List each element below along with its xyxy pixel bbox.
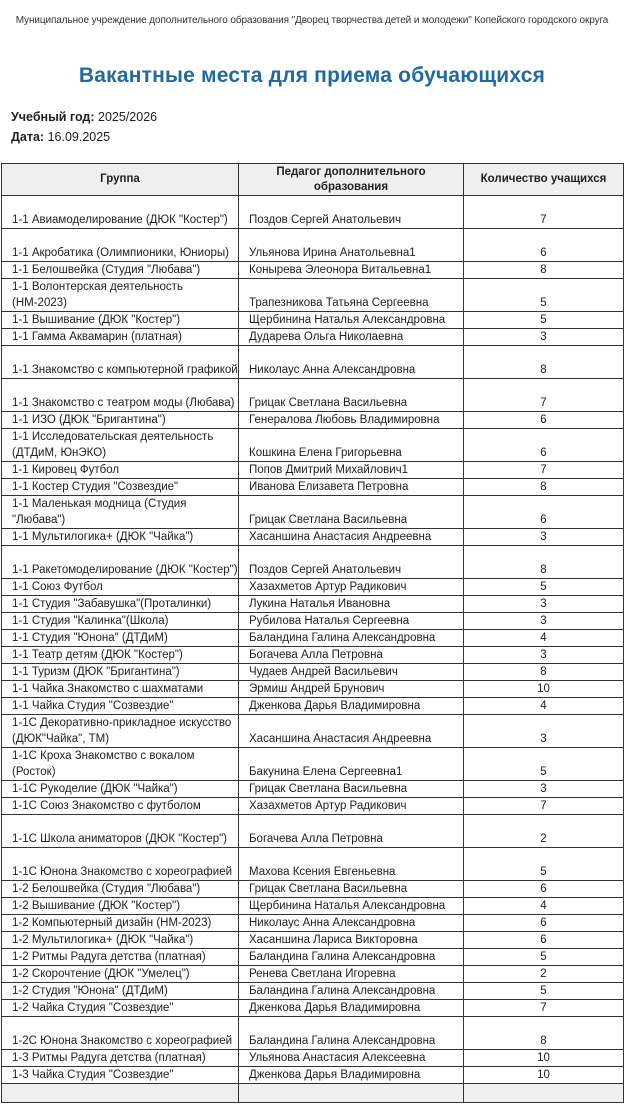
count-cell: 7: [464, 379, 624, 412]
table-row: [2, 596, 624, 613]
teacher-cell: Рубилова Наталья Сергеевна: [239, 613, 464, 630]
count-cell: 5: [464, 579, 624, 596]
count-cell: 5: [464, 312, 624, 329]
table-row: [2, 966, 624, 983]
teacher-cell: Баландина Галина Александровна: [239, 949, 464, 966]
group-cell: 1-1 Знакомство с театром моды (Любава): [2, 379, 239, 412]
count-cell: 5: [464, 279, 624, 312]
count-cell: 6: [464, 412, 624, 429]
group-cell: 1-1 Чайка Знакомство с шахматами: [2, 681, 239, 698]
table-row: [2, 329, 624, 346]
group-cell: 1-1 Чайка Студия "Созвездие": [2, 698, 239, 715]
table-row: [2, 630, 624, 647]
teacher-cell: Богачева Алла Петровна: [239, 815, 464, 848]
report-date-label: Дата:: [11, 130, 45, 144]
teacher-cell: Дженкова Дарья Владимировна: [239, 698, 464, 715]
table-row: [2, 529, 624, 546]
group-cell: 1-1 Авиамоделирование (ДЮК "Костер"): [2, 196, 239, 229]
group-cell: 1-1 Союз Футбол: [2, 579, 239, 596]
teacher-cell: Хасаншина Анастасия Андреевна: [239, 715, 464, 748]
count-cell: 3: [464, 715, 624, 748]
teacher-cell: Баландина Галина Александровна: [239, 630, 464, 647]
page-title: Вакантные места для приема обучающихся: [78, 64, 546, 87]
empty-cell: [2, 1084, 239, 1103]
table-row: [2, 748, 624, 781]
table-row: [2, 613, 624, 630]
teacher-cell: Ульянова Анастасия Алексеевна: [239, 1050, 464, 1067]
group-cell: 1-2 Ритмы Радуга детства (платная): [2, 949, 239, 966]
count-cell: 5: [464, 848, 624, 881]
organization-name: Муниципальное учреждение дополнительного образования "Дворец творчества детей и молодежи" Копейского городского округа: [15, 15, 609, 26]
teacher-cell: Трапезникова Татьяна Сергеевна: [239, 279, 464, 312]
column-header-count: Количество учащихся: [464, 164, 624, 196]
group-cell: 1-1 Белошвейка (Студия "Любава"): [2, 262, 239, 279]
table-header-row: [2, 164, 624, 196]
group-cell: 1-1 Театр детям (ДЮК "Костер"): [2, 647, 239, 664]
teacher-cell: Хазахметов Артур Радикович: [239, 798, 464, 815]
count-cell: 6: [464, 932, 624, 949]
teacher-cell: Ульянова Ирина Анатольевна1: [239, 229, 464, 262]
table-row: [2, 848, 624, 881]
teacher-cell: Генералова Любовь Владимировна: [239, 412, 464, 429]
teacher-cell: Кошкина Елена Григорьевна: [239, 429, 464, 462]
teacher-cell: Поздов Сергей Анатольевич: [239, 196, 464, 229]
group-cell: 1-2 Мультилогика+ (ДЮК "Чайка"): [2, 932, 239, 949]
table-row: [2, 579, 624, 596]
count-cell: 10: [464, 681, 624, 698]
group-cell: 1-2 Студия "Юнона" (ДТДиМ): [2, 983, 239, 1000]
table-row: [2, 412, 624, 429]
table-row: [2, 1000, 624, 1017]
group-cell: 1-1 Вышивание (ДЮК "Костер"): [2, 312, 239, 329]
teacher-cell: Бакунина Елена Сергеевна1: [239, 748, 464, 781]
count-cell: 3: [464, 781, 624, 798]
table-row: [2, 798, 624, 815]
count-cell: 8: [464, 546, 624, 579]
table-row: [2, 346, 624, 379]
count-cell: 8: [464, 262, 624, 279]
teacher-cell: Богачева Алла Петровна: [239, 647, 464, 664]
count-cell: 8: [464, 1017, 624, 1050]
group-cell: 1-1 Знакомство с компьютерной графикой: [2, 346, 239, 379]
group-cell: 1-1 Студия "Забавушка"(Проталинки): [2, 596, 239, 613]
teacher-cell: Хасаншина Анастасия Андреевна: [239, 529, 464, 546]
count-cell: 7: [464, 196, 624, 229]
group-cell: 1-1 Волонтерская деятельность (НМ-2023): [2, 279, 239, 312]
group-cell: 1-1 Гамма Аквамарин (платная): [2, 329, 239, 346]
group-cell: 1-2 Чайка Студия "Созвездие": [2, 1000, 239, 1017]
count-cell: 5: [464, 949, 624, 966]
table-row: [2, 546, 624, 579]
teacher-cell: Иванова Елизавета Петровна: [239, 479, 464, 496]
teacher-cell: Хасаншина Лариса Викторовна: [239, 932, 464, 949]
group-cell: 1-1 Студия "Юнона" (ДТДиМ): [2, 630, 239, 647]
teacher-cell: Щербинина Наталья Александровна: [239, 898, 464, 915]
empty-cell: [464, 1084, 624, 1103]
count-cell: 8: [464, 664, 624, 681]
group-cell: 1-1 Маленькая модница (Студия "Любава"): [2, 496, 239, 529]
teacher-cell: Попов Дмитрий Михайлович1: [239, 462, 464, 479]
table-row: [2, 983, 624, 1000]
academic-year-value: 2025/2026: [98, 110, 158, 124]
teacher-cell: Грицак Светлана Васильевна: [239, 881, 464, 898]
table-row: [2, 1067, 624, 1084]
count-cell: 8: [464, 346, 624, 379]
table-row: [2, 932, 624, 949]
teacher-cell: Эрмиш Андрей Брунович: [239, 681, 464, 698]
count-cell: 7: [464, 1000, 624, 1017]
count-cell: 8: [464, 479, 624, 496]
table-row: [2, 479, 624, 496]
group-cell: 1-2 Скорочтение (ДЮК "Умелец"): [2, 966, 239, 983]
table-row: [2, 949, 624, 966]
group-cell: 1-1С Юнона Знакомство с хореографией: [2, 848, 239, 881]
count-cell: 6: [464, 496, 624, 529]
empty-cell: [239, 1084, 464, 1103]
table-footer-row: [2, 1084, 624, 1103]
teacher-cell: Дженкова Дарья Владимировна: [239, 1000, 464, 1017]
teacher-cell: Поздов Сергей Анатольевич: [239, 546, 464, 579]
table-row: [2, 379, 624, 412]
count-cell: 6: [464, 915, 624, 932]
count-cell: 3: [464, 596, 624, 613]
teacher-cell: Баландина Галина Александровна: [239, 1017, 464, 1050]
count-cell: 3: [464, 647, 624, 664]
report-date: [11, 130, 110, 144]
table-row: [2, 1050, 624, 1067]
table-row: [2, 196, 624, 229]
academic-year: [11, 110, 157, 124]
group-cell: 1-1С Союз Знакомство с футболом: [2, 798, 239, 815]
table-row: [2, 815, 624, 848]
group-cell: 1-1 Студия "Калинка"(Школа): [2, 613, 239, 630]
group-cell: 1-2 Белошвейка (Студия "Любава"): [2, 881, 239, 898]
table-row: [2, 462, 624, 479]
teacher-cell: Дженкова Дарья Владимировна: [239, 1067, 464, 1084]
group-cell: 1-1 Туризм (ДЮК "Бригантина"): [2, 664, 239, 681]
vacancies-table: [1, 163, 624, 1103]
count-cell: 4: [464, 698, 624, 715]
group-cell: 1-1 Кировец Футбол: [2, 462, 239, 479]
group-cell: 1-2С Юнона Знакомство с хореографией: [2, 1017, 239, 1050]
group-cell: 1-3 Чайка Студия "Созвездие": [2, 1067, 239, 1084]
teacher-cell: Николаус Анна Александровна: [239, 346, 464, 379]
count-cell: 2: [464, 966, 624, 983]
count-cell: 5: [464, 748, 624, 781]
count-cell: 2: [464, 815, 624, 848]
table-row: [2, 262, 624, 279]
table-row: [2, 664, 624, 681]
count-cell: 10: [464, 1050, 624, 1067]
column-header-teacher: Педагог дополнительного образования: [239, 164, 464, 196]
group-cell: 1-1 Ракетомоделирование (ДЮК "Костер"): [2, 546, 239, 579]
count-cell: 3: [464, 329, 624, 346]
count-cell: 7: [464, 462, 624, 479]
teacher-cell: Баландина Галина Александровна: [239, 983, 464, 1000]
teacher-cell: Щербинина Наталья Александровна: [239, 312, 464, 329]
count-cell: 5: [464, 983, 624, 1000]
group-cell: 1-1 Костер Студия "Созвездие": [2, 479, 239, 496]
count-cell: 4: [464, 630, 624, 647]
teacher-cell: Лукина Наталья Ивановна: [239, 596, 464, 613]
count-cell: 3: [464, 529, 624, 546]
table-row: [2, 681, 624, 698]
table-row: [2, 715, 624, 748]
count-cell: 3: [464, 613, 624, 630]
table-row: [2, 898, 624, 915]
table-row: [2, 698, 624, 715]
group-cell: 1-1 Исследовательская деятельность (ДТДиМ, ЮнЭКО): [2, 429, 239, 462]
group-cell: 1-1С Рукоделие (ДЮК "Чайка"): [2, 781, 239, 798]
teacher-cell: Дударева Ольга Николаевна: [239, 329, 464, 346]
teacher-cell: Грицак Светлана Васильевна: [239, 379, 464, 412]
report-date-value: 16.09.2025: [47, 130, 111, 144]
academic-year-label: Учебный год:: [11, 110, 95, 124]
group-cell: 1-2 Вышивание (ДЮК "Костер"): [2, 898, 239, 915]
count-cell: 10: [464, 1067, 624, 1084]
teacher-cell: Конырева Элеонора Витальевна1: [239, 262, 464, 279]
table-row: [2, 279, 624, 312]
teacher-cell: Хазахметов Артур Радикович: [239, 579, 464, 596]
table-row: [2, 915, 624, 932]
teacher-cell: Махова Ксения Евгеньевна: [239, 848, 464, 881]
group-cell: 1-1 Мультилогика+ (ДЮК "Чайка"): [2, 529, 239, 546]
group-cell: 1-1 Акробатика (Олимпионики, Юниоры): [2, 229, 239, 262]
group-cell: 1-1С Школа аниматоров (ДЮК "Костер"): [2, 815, 239, 848]
teacher-cell: Чудаев Андрей Васильевич: [239, 664, 464, 681]
teacher-cell: Ренева Светлана Игоревна: [239, 966, 464, 983]
group-cell: 1-1С Кроха Знакомство с вокалом (Росток): [2, 748, 239, 781]
count-cell: 6: [464, 229, 624, 262]
count-cell: 7: [464, 798, 624, 815]
count-cell: 6: [464, 881, 624, 898]
group-cell: 1-1С Декоративно-прикладное искусство (ДЮК"Чайка", ТМ): [2, 715, 239, 748]
table-row: [2, 312, 624, 329]
table-row: [2, 647, 624, 664]
count-cell: 6: [464, 429, 624, 462]
table-row: [2, 781, 624, 798]
group-cell: 1-2 Компьютерный дизайн (НМ-2023): [2, 915, 239, 932]
table-row: [2, 881, 624, 898]
group-cell: 1-1 ИЗО (ДЮК "Бригантина"): [2, 412, 239, 429]
teacher-cell: Николаус Анна Александровна: [239, 915, 464, 932]
teacher-cell: Грицак Светлана Васильевна: [239, 496, 464, 529]
table-row: [2, 229, 624, 262]
group-cell: 1-3 Ритмы Радуга детства (платная): [2, 1050, 239, 1067]
teacher-cell: Грицак Светлана Васильевна: [239, 781, 464, 798]
column-header-group: Группа: [2, 164, 239, 196]
table-row: [2, 496, 624, 529]
table-row: [2, 429, 624, 462]
table-row: [2, 1017, 624, 1050]
count-cell: 4: [464, 898, 624, 915]
